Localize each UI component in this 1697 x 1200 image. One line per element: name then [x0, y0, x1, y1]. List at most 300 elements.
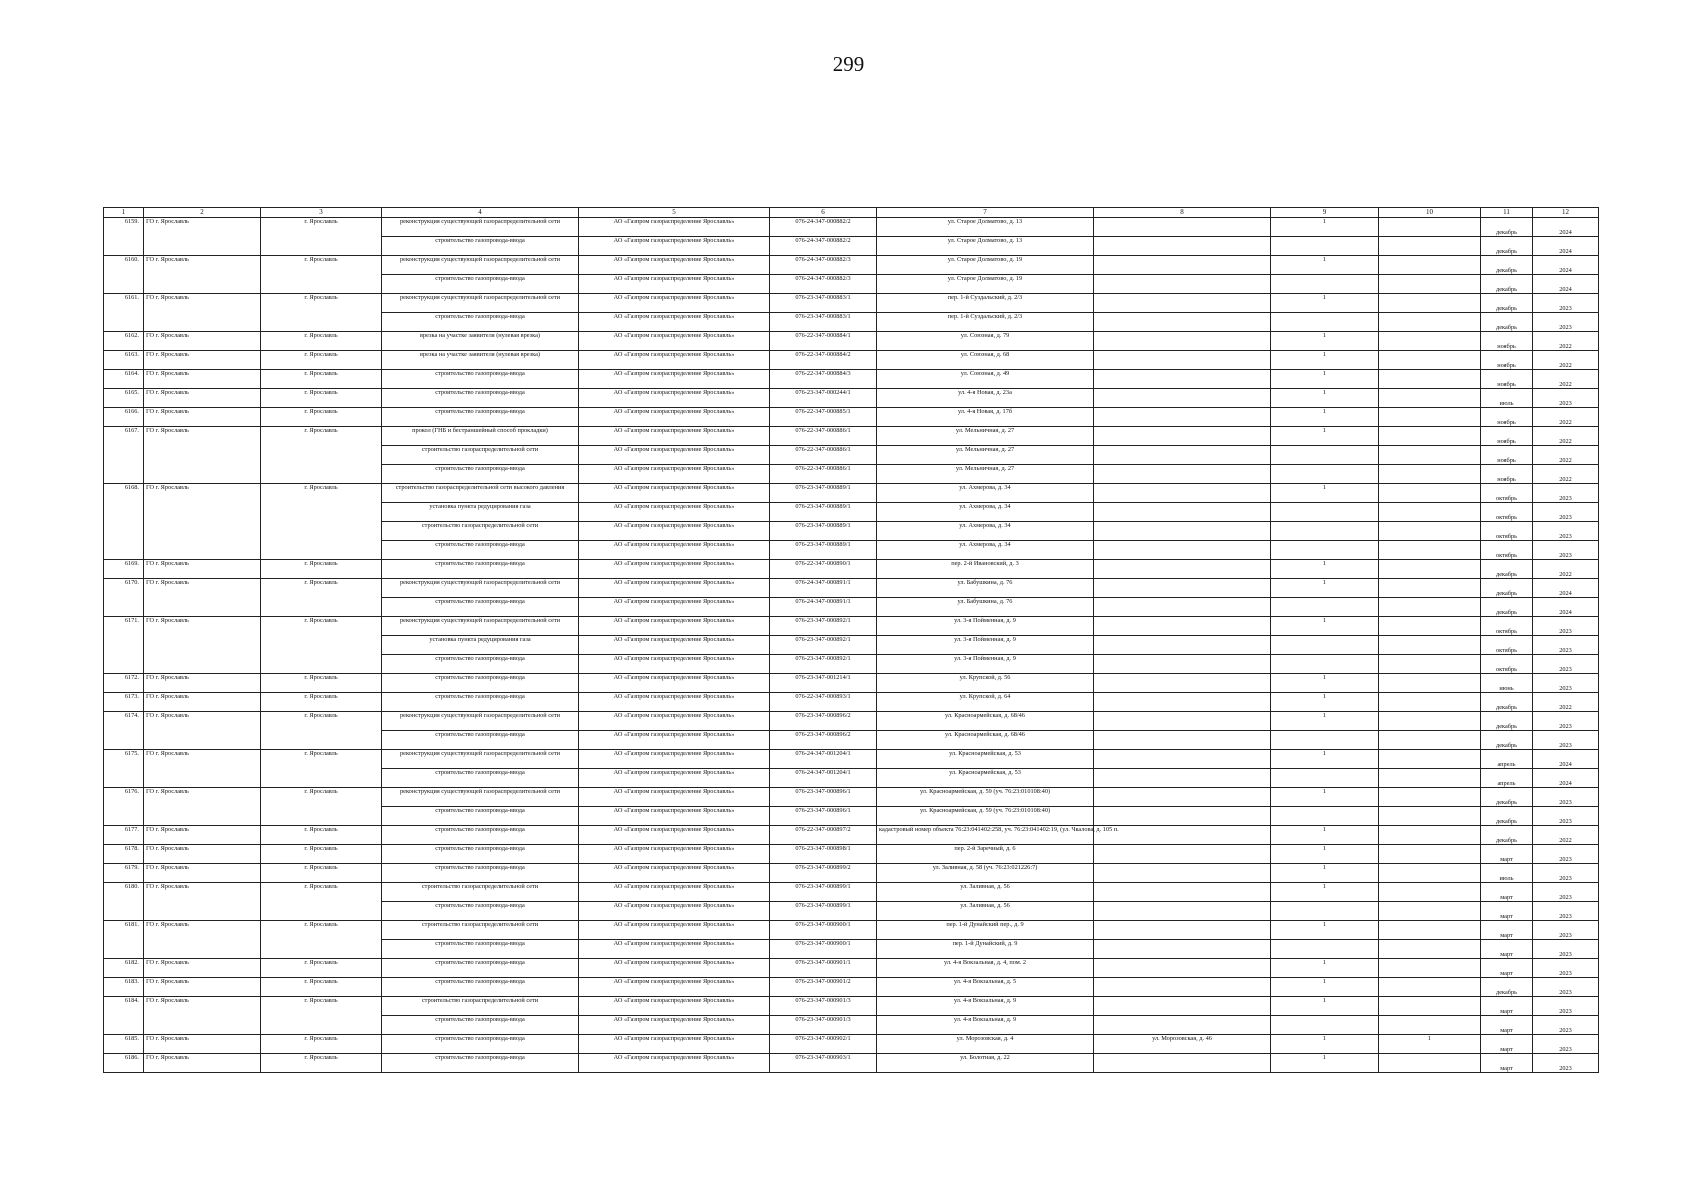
address-cell: ул. Болотная, д. 22	[877, 1054, 1094, 1073]
city-cell: г. Ярославль	[261, 978, 382, 997]
year-cell: 2024	[1533, 769, 1599, 788]
organization-cell: АО «Газпром газораспределение Ярославль»	[579, 997, 770, 1016]
address-cell: ул. Мельничная, д. 27	[877, 446, 1094, 465]
address-cell: ул. 3-я Пойменная, д. 9	[877, 655, 1094, 674]
organization-cell: АО «Газпром газораспределение Ярославль»	[579, 465, 770, 484]
address-cell: ул. Ахмерова, д. 34	[877, 541, 1094, 560]
city-cell: г. Ярославль	[261, 959, 382, 978]
row-number: 6185.	[104, 1035, 144, 1054]
district-cell: ГО г. Ярославль	[144, 256, 261, 294]
year-cell: 2023	[1533, 731, 1599, 750]
year-cell: 2024	[1533, 275, 1599, 294]
row-number: 6181.	[104, 921, 144, 959]
year-cell: 2023	[1533, 541, 1599, 560]
column-9-cell: 1	[1271, 617, 1379, 636]
column-10-cell	[1379, 560, 1481, 579]
work-type-cell: врезка на участке заявителя (нулевая врезка)	[382, 351, 579, 370]
address-cell: ул. Бабушкина, д. 76	[877, 598, 1094, 617]
header-cell: 11	[1481, 208, 1533, 218]
organization-cell: АО «Газпром газораспределение Ярославль»	[579, 560, 770, 579]
address-cell: ул. Мельничная, д. 27	[877, 465, 1094, 484]
year-cell: 2023	[1533, 940, 1599, 959]
address-cell: ул. Красноармейская, д. 68/46	[877, 731, 1094, 750]
row-number: 6159.	[104, 218, 144, 256]
column-8-cell	[1094, 218, 1271, 237]
year-cell: 2024	[1533, 256, 1599, 275]
month-cell: октябрь	[1481, 541, 1533, 560]
column-9-cell: 1	[1271, 351, 1379, 370]
application-code-cell: 076-22-347-000886/1	[770, 427, 877, 446]
year-cell: 2024	[1533, 579, 1599, 598]
organization-cell: АО «Газпром газораспределение Ярославль»	[579, 731, 770, 750]
column-8-cell	[1094, 807, 1271, 826]
column-10-cell	[1379, 674, 1481, 693]
column-10-cell	[1379, 750, 1481, 769]
organization-cell: АО «Газпром газораспределение Ярославль»	[579, 636, 770, 655]
table-row	[104, 712, 1599, 731]
city-cell: г. Ярославль	[261, 579, 382, 617]
address-cell: ул. Красноармейская, д. 59 (уч. 76:23:010108:40)	[877, 807, 1094, 826]
column-9-cell	[1271, 769, 1379, 788]
column-9-cell: 1	[1271, 693, 1379, 712]
district-cell: ГО г. Ярославль	[144, 959, 261, 978]
address-cell: ул. Ахмерова, д. 34	[877, 503, 1094, 522]
application-code-cell: 076-22-347-000886/1	[770, 465, 877, 484]
district-cell: ГО г. Ярославль	[144, 921, 261, 959]
address-cell: ул. Ахмерова, д. 34	[877, 484, 1094, 503]
application-code-cell: 076-22-347-000890/1	[770, 560, 877, 579]
table-row	[104, 256, 1599, 275]
organization-cell: АО «Газпром газораспределение Ярославль»	[579, 940, 770, 959]
column-9-cell: 1	[1271, 484, 1379, 503]
organization-cell: АО «Газпром газораспределение Ярославль»	[579, 541, 770, 560]
year-cell: 2023	[1533, 1016, 1599, 1035]
column-8-cell: ул. Морозовская, д. 46	[1094, 1035, 1271, 1054]
application-code-cell: 076-22-347-000897/2	[770, 826, 877, 845]
column-9-cell: 1	[1271, 294, 1379, 313]
column-10-cell	[1379, 370, 1481, 389]
column-9-cell: 1	[1271, 826, 1379, 845]
organization-cell: АО «Газпром газораспределение Ярославль»	[579, 427, 770, 446]
city-cell: г. Ярославль	[261, 256, 382, 294]
month-cell: декабрь	[1481, 712, 1533, 731]
column-10-cell	[1379, 598, 1481, 617]
city-cell: г. Ярославль	[261, 351, 382, 370]
column-9-cell	[1271, 940, 1379, 959]
month-cell: декабрь	[1481, 218, 1533, 237]
work-type-cell: врезка на участке заявителя (нулевая врезка)	[382, 332, 579, 351]
city-cell: г. Ярославль	[261, 218, 382, 256]
month-cell: март	[1481, 845, 1533, 864]
column-9-cell: 1	[1271, 389, 1379, 408]
city-cell: г. Ярославль	[261, 560, 382, 579]
column-8-cell	[1094, 560, 1271, 579]
column-10-cell	[1379, 883, 1481, 902]
address-cell: ул. Союзная, д. 49	[877, 370, 1094, 389]
column-10-cell	[1379, 636, 1481, 655]
city-cell: г. Ярославль	[261, 427, 382, 484]
work-type-cell: строительство газопровода-ввода	[382, 826, 579, 845]
district-cell: ГО г. Ярославль	[144, 408, 261, 427]
organization-cell: АО «Газпром газораспределение Ярославль»	[579, 750, 770, 769]
work-type-cell: строительство газопровода-ввода	[382, 693, 579, 712]
table-header	[104, 208, 1599, 218]
application-code-cell: 076-23-347-000883/1	[770, 313, 877, 332]
work-type-cell: строительство газораспределительной сети	[382, 997, 579, 1016]
year-cell: 2023	[1533, 997, 1599, 1016]
application-code-cell: 076-24-347-000891/1	[770, 579, 877, 598]
header-row	[104, 208, 1599, 218]
address-cell: ул. Ахмерова, д. 34	[877, 522, 1094, 541]
organization-cell: АО «Газпром газораспределение Ярославль»	[579, 579, 770, 598]
row-number: 6182.	[104, 959, 144, 978]
column-10-cell	[1379, 712, 1481, 731]
column-10-cell	[1379, 617, 1481, 636]
address-cell: ул. Мельничная, д. 27	[877, 427, 1094, 446]
application-code-cell: 076-23-347-000889/1	[770, 503, 877, 522]
header-cell: 4	[382, 208, 579, 218]
header-cell: 3	[261, 208, 382, 218]
work-type-cell: строительство газораспределительной сети	[382, 883, 579, 902]
column-10-cell	[1379, 997, 1481, 1016]
row-number: 6174.	[104, 712, 144, 750]
column-8-cell	[1094, 712, 1271, 731]
gasification-table	[103, 207, 1599, 1073]
address-cell: ул. Бабушкина, д. 76	[877, 579, 1094, 598]
organization-cell: АО «Газпром газораспределение Ярославль»	[579, 1016, 770, 1035]
column-8-cell	[1094, 313, 1271, 332]
table-row	[104, 1054, 1599, 1073]
address-cell: ул. Заливная, д. 58 (уч. 76:23:021226:7)	[877, 864, 1094, 883]
header-cell: 6	[770, 208, 877, 218]
city-cell: г. Ярославль	[261, 788, 382, 826]
month-cell: июль	[1481, 389, 1533, 408]
month-cell: декабрь	[1481, 731, 1533, 750]
year-cell: 2023	[1533, 1035, 1599, 1054]
application-code-cell: 076-24-347-000891/1	[770, 598, 877, 617]
row-number: 6170.	[104, 579, 144, 617]
month-cell: октябрь	[1481, 617, 1533, 636]
column-10-cell	[1379, 237, 1481, 256]
address-cell: ул. Крупской, д. 56	[877, 674, 1094, 693]
work-type-cell: строительство газопровода-ввода	[382, 560, 579, 579]
city-cell: г. Ярославль	[261, 370, 382, 389]
column-8-cell	[1094, 389, 1271, 408]
table-row	[104, 579, 1599, 598]
column-10-cell	[1379, 218, 1481, 237]
year-cell: 2024	[1533, 750, 1599, 769]
city-cell: г. Ярославль	[261, 1035, 382, 1054]
year-cell: 2022	[1533, 351, 1599, 370]
column-10-cell	[1379, 522, 1481, 541]
column-8-cell	[1094, 864, 1271, 883]
organization-cell: АО «Газпром газораспределение Ярославль»	[579, 598, 770, 617]
header-cell: 2	[144, 208, 261, 218]
district-cell: ГО г. Ярославль	[144, 978, 261, 997]
column-8-cell	[1094, 617, 1271, 636]
column-9-cell: 1	[1271, 1035, 1379, 1054]
month-cell: декабрь	[1481, 693, 1533, 712]
column-9-cell	[1271, 807, 1379, 826]
column-10-cell	[1379, 389, 1481, 408]
column-8-cell	[1094, 275, 1271, 294]
column-8-cell	[1094, 465, 1271, 484]
work-type-cell: строительство газопровода-ввода	[382, 1035, 579, 1054]
work-type-cell: строительство газопровода-ввода	[382, 541, 579, 560]
application-code-cell: 076-23-347-000901/2	[770, 978, 877, 997]
year-cell: 2023	[1533, 617, 1599, 636]
column-9-cell: 1	[1271, 750, 1379, 769]
column-9-cell	[1271, 541, 1379, 560]
application-code-cell: 076-23-347-000901/1	[770, 959, 877, 978]
page-number: 299	[832, 52, 865, 76]
city-cell: г. Ярославль	[261, 693, 382, 712]
application-code-cell: 076-23-347-000889/1	[770, 522, 877, 541]
month-cell: ноябрь	[1481, 351, 1533, 370]
organization-cell: АО «Газпром газораспределение Ярославль»	[579, 408, 770, 427]
city-cell: г. Ярославль	[261, 389, 382, 408]
row-number: 6183.	[104, 978, 144, 997]
column-9-cell	[1271, 636, 1379, 655]
column-10-cell	[1379, 959, 1481, 978]
work-type-cell: строительство газопровода-ввода	[382, 940, 579, 959]
column-9-cell: 1	[1271, 959, 1379, 978]
column-10-cell	[1379, 1016, 1481, 1035]
column-8-cell	[1094, 826, 1271, 845]
work-type-cell: строительство газопровода-ввода	[382, 465, 579, 484]
organization-cell: АО «Газпром газораспределение Ярославль»	[579, 921, 770, 940]
district-cell: ГО г. Ярославль	[144, 750, 261, 788]
application-code-cell: 076-23-347-000898/1	[770, 845, 877, 864]
address-cell: кадастровый номер объекта 76:23:041402:258, уч. 76:23:041402:19, (ул. Чкалова, д. 105 п.	[877, 826, 1094, 845]
address-cell: ул. Красноармейская, д. 53	[877, 750, 1094, 769]
organization-cell: АО «Газпром газораспределение Ярославль»	[579, 978, 770, 997]
row-number: 6168.	[104, 484, 144, 560]
column-10-cell	[1379, 769, 1481, 788]
district-cell: ГО г. Ярославль	[144, 712, 261, 750]
year-cell: 2023	[1533, 978, 1599, 997]
address-cell: ул. 3-я Пойменная, д. 9	[877, 636, 1094, 655]
district-cell: ГО г. Ярославль	[144, 218, 261, 256]
table-row	[104, 389, 1599, 408]
application-code-cell: 076-23-347-000892/1	[770, 636, 877, 655]
work-type-cell: реконструкция существующей газораспределительной сети	[382, 788, 579, 807]
year-cell: 2023	[1533, 389, 1599, 408]
address-cell: ул. Заливная, д. 56	[877, 902, 1094, 921]
column-9-cell: 1	[1271, 921, 1379, 940]
district-cell: ГО г. Ярославль	[144, 1054, 261, 1073]
district-cell: ГО г. Ярославль	[144, 883, 261, 921]
work-type-cell: строительство газопровода-ввода	[382, 959, 579, 978]
organization-cell: АО «Газпром газораспределение Ярославль»	[579, 826, 770, 845]
address-cell: пер. 2-й Заречный, д. 6	[877, 845, 1094, 864]
column-9-cell: 1	[1271, 332, 1379, 351]
column-9-cell: 1	[1271, 674, 1379, 693]
year-cell: 2023	[1533, 1054, 1599, 1073]
header-cell: 9	[1271, 208, 1379, 218]
address-cell: ул. Красноармейская, д. 59 (уч. 76:23:010108:40)	[877, 788, 1094, 807]
work-type-cell: строительство газопровода-ввода	[382, 845, 579, 864]
year-cell: 2022	[1533, 826, 1599, 845]
work-type-cell: строительство газопровода-ввода	[382, 864, 579, 883]
column-9-cell	[1271, 275, 1379, 294]
organization-cell: АО «Газпром газораспределение Ярославль»	[579, 1035, 770, 1054]
month-cell: декабрь	[1481, 807, 1533, 826]
column-8-cell	[1094, 674, 1271, 693]
application-code-cell: 076-23-347-000902/1	[770, 1035, 877, 1054]
city-cell: г. Ярославль	[261, 864, 382, 883]
column-10-cell	[1379, 978, 1481, 997]
month-cell: декабрь	[1481, 598, 1533, 617]
district-cell: ГО г. Ярославль	[144, 427, 261, 484]
organization-cell: АО «Газпром газораспределение Ярославль»	[579, 256, 770, 275]
column-8-cell	[1094, 237, 1271, 256]
work-type-cell: реконструкция существующей газораспределительной сети	[382, 750, 579, 769]
column-8-cell	[1094, 484, 1271, 503]
column-8-cell	[1094, 522, 1271, 541]
application-code-cell: 076-22-347-000893/1	[770, 693, 877, 712]
work-type-cell: строительство газопровода-ввода	[382, 370, 579, 389]
year-cell: 2022	[1533, 560, 1599, 579]
row-number: 6167.	[104, 427, 144, 484]
application-code-cell: 076-23-347-000900/1	[770, 921, 877, 940]
year-cell: 2023	[1533, 655, 1599, 674]
year-cell: 2022	[1533, 408, 1599, 427]
month-cell: апрель	[1481, 769, 1533, 788]
column-10-cell	[1379, 484, 1481, 503]
district-cell: ГО г. Ярославль	[144, 693, 261, 712]
application-code-cell: 076-23-347-000896/2	[770, 731, 877, 750]
work-type-cell: установка пункта редуцирования газа	[382, 503, 579, 522]
header-cell: 8	[1094, 208, 1271, 218]
city-cell: г. Ярославль	[261, 332, 382, 351]
table-row	[104, 997, 1599, 1016]
organization-cell: АО «Газпром газораспределение Ярославль»	[579, 693, 770, 712]
work-type-cell: установка пункта редуцирования газа	[382, 636, 579, 655]
column-8-cell	[1094, 693, 1271, 712]
work-type-cell: реконструкция существующей газораспределительной сети	[382, 256, 579, 275]
month-cell: октябрь	[1481, 636, 1533, 655]
year-cell: 2024	[1533, 218, 1599, 237]
row-number: 6177.	[104, 826, 144, 845]
header-cell: 12	[1533, 208, 1599, 218]
column-8-cell	[1094, 959, 1271, 978]
column-9-cell	[1271, 655, 1379, 674]
year-cell: 2023	[1533, 313, 1599, 332]
column-8-cell	[1094, 978, 1271, 997]
row-number: 6161.	[104, 294, 144, 332]
month-cell: октябрь	[1481, 522, 1533, 541]
row-number: 6162.	[104, 332, 144, 351]
application-code-cell: 076-23-347-000899/1	[770, 902, 877, 921]
column-8-cell	[1094, 351, 1271, 370]
table-row	[104, 1035, 1599, 1054]
application-code-cell: 076-23-347-000889/1	[770, 541, 877, 560]
column-8-cell	[1094, 636, 1271, 655]
column-8-cell	[1094, 332, 1271, 351]
table-row	[104, 484, 1599, 503]
column-8-cell	[1094, 579, 1271, 598]
application-code-cell: 076-24-347-000882/3	[770, 256, 877, 275]
column-10-cell	[1379, 427, 1481, 446]
city-cell: г. Ярославль	[261, 294, 382, 332]
address-cell: ул. Крупской, д. 64	[877, 693, 1094, 712]
year-cell: 2022	[1533, 465, 1599, 484]
work-type-cell: строительство газопровода-ввода	[382, 313, 579, 332]
address-cell: ул. Старое Долматово, д. 19	[877, 275, 1094, 294]
column-9-cell: 1	[1271, 997, 1379, 1016]
organization-cell: АО «Газпром газораспределение Ярославль»	[579, 655, 770, 674]
address-cell: пер. 1-й Дунайский пер., д. 9	[877, 921, 1094, 940]
column-10-cell	[1379, 408, 1481, 427]
column-8-cell	[1094, 921, 1271, 940]
column-8-cell	[1094, 883, 1271, 902]
column-9-cell	[1271, 598, 1379, 617]
address-cell: ул. Красноармейская, д. 53	[877, 769, 1094, 788]
organization-cell: АО «Газпром газораспределение Ярославль»	[579, 294, 770, 313]
organization-cell: АО «Газпром газораспределение Ярославль»	[579, 446, 770, 465]
month-cell: июнь	[1481, 674, 1533, 693]
work-type-cell: строительство газораспределительной сети	[382, 522, 579, 541]
year-cell: 2024	[1533, 598, 1599, 617]
column-9-cell: 1	[1271, 560, 1379, 579]
row-number: 6179.	[104, 864, 144, 883]
work-type-cell: строительство газопровода-ввода	[382, 1054, 579, 1073]
month-cell: декабрь	[1481, 978, 1533, 997]
column-10-cell	[1379, 294, 1481, 313]
column-8-cell	[1094, 370, 1271, 389]
column-9-cell: 1	[1271, 408, 1379, 427]
column-8-cell	[1094, 1054, 1271, 1073]
city-cell: г. Ярославль	[261, 921, 382, 959]
column-9-cell: 1	[1271, 864, 1379, 883]
month-cell: октябрь	[1481, 655, 1533, 674]
year-cell: 2022	[1533, 370, 1599, 389]
column-10-cell	[1379, 503, 1481, 522]
work-type-cell: строительство газопровода-ввода	[382, 769, 579, 788]
address-cell: ул. 4-я Вокзальная, д. 5	[877, 978, 1094, 997]
organization-cell: АО «Газпром газораспределение Ярославль»	[579, 674, 770, 693]
month-cell: июль	[1481, 864, 1533, 883]
column-10-cell	[1379, 351, 1481, 370]
work-type-cell: строительство газопровода-ввода	[382, 674, 579, 693]
column-8-cell	[1094, 503, 1271, 522]
district-cell: ГО г. Ярославль	[144, 864, 261, 883]
column-9-cell	[1271, 313, 1379, 332]
work-type-cell: строительство газопровода-ввода	[382, 731, 579, 750]
table-row	[104, 332, 1599, 351]
month-cell: ноябрь	[1481, 370, 1533, 389]
table-row	[104, 294, 1599, 313]
work-type-cell: реконструкция существующей газораспределительной сети	[382, 712, 579, 731]
application-code-cell: 076-22-347-000886/1	[770, 446, 877, 465]
column-9-cell: 1	[1271, 712, 1379, 731]
year-cell: 2023	[1533, 788, 1599, 807]
organization-cell: АО «Газпром газораспределение Ярославль»	[579, 883, 770, 902]
month-cell: ноябрь	[1481, 465, 1533, 484]
column-10-cell	[1379, 655, 1481, 674]
column-9-cell: 1	[1271, 1054, 1379, 1073]
row-number: 6163.	[104, 351, 144, 370]
district-cell: ГО г. Ярославль	[144, 351, 261, 370]
year-cell: 2023	[1533, 636, 1599, 655]
table-row	[104, 978, 1599, 997]
application-code-cell: 076-24-347-001204/1	[770, 769, 877, 788]
work-type-cell: строительство газопровода-ввода	[382, 275, 579, 294]
work-type-cell: прокол (ГНБ и бестраншейный способ прокладки)	[382, 427, 579, 446]
column-9-cell	[1271, 1016, 1379, 1035]
table-row	[104, 560, 1599, 579]
